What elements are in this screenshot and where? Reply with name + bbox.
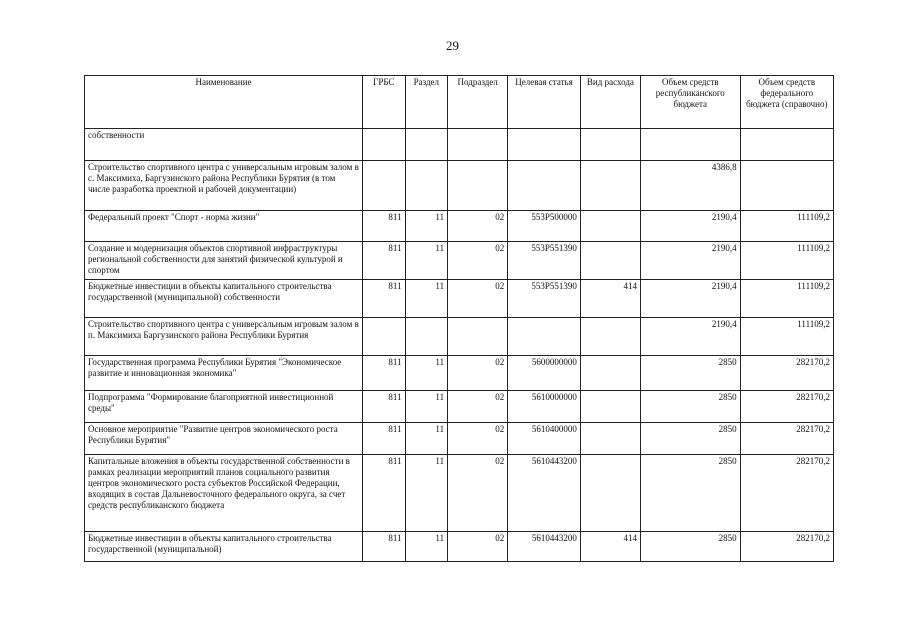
cell-name: собственности (85, 129, 363, 161)
header-target-article: Целевая статья (508, 76, 581, 129)
cell-expense-type (580, 129, 640, 161)
cell-grbs (363, 129, 406, 161)
cell-expense-type (580, 242, 640, 280)
table-header-row (85, 76, 834, 129)
table-row (85, 129, 834, 161)
cell-grbs (363, 161, 406, 211)
cell-federal-budget: 111109,2 (740, 318, 833, 356)
cell-grbs: 811 (363, 211, 406, 242)
cell-expense-type (580, 318, 640, 356)
cell-name: Подпрограмма "Формирование благоприятной инвестиционной среды" (85, 391, 363, 423)
cell-target-article: 5610000000 (508, 391, 581, 423)
page-number: 29 (446, 38, 459, 53)
cell-federal-budget: 282170,2 (740, 455, 833, 532)
cell-subsection: 02 (448, 455, 508, 532)
cell-subsection: 02 (448, 356, 508, 391)
cell-grbs (363, 318, 406, 356)
cell-name: Государственная программа Республики Бурятия "Экономическое развитие и инновационная экономика" (85, 356, 363, 391)
cell-section: 11 (405, 356, 448, 391)
cell-name: Строительство спортивного центра с универсальным игровым залом в п. Максимиха Баргузинского района Республики Бурятия (85, 318, 363, 356)
cell-expense-type (580, 423, 640, 455)
header-expense-type: Вид расхода (580, 76, 640, 129)
cell-republic-budget: 2850 (641, 391, 741, 423)
cell-federal-budget (740, 129, 833, 161)
cell-section: 11 (405, 532, 448, 562)
budget-table (84, 75, 834, 562)
cell-republic-budget: 2190,4 (641, 280, 741, 318)
cell-expense-type (580, 455, 640, 532)
cell-federal-budget (740, 161, 833, 211)
header-section: Раздел (405, 76, 448, 129)
header-federal-budget: Объем средств федерального бюджета (справочно) (740, 76, 833, 129)
cell-target-article: 553P551390 (508, 242, 581, 280)
cell-target-article: 5610400000 (508, 423, 581, 455)
cell-republic-budget (641, 129, 741, 161)
cell-section (405, 161, 448, 211)
cell-section: 11 (405, 391, 448, 423)
cell-expense-type (580, 356, 640, 391)
cell-subsection: 02 (448, 423, 508, 455)
cell-subsection (448, 129, 508, 161)
cell-republic-budget: 2190,4 (641, 318, 741, 356)
table-row (85, 161, 834, 211)
cell-republic-budget: 4386,8 (641, 161, 741, 211)
cell-grbs: 811 (363, 391, 406, 423)
table-row (85, 280, 834, 318)
cell-subsection: 02 (448, 211, 508, 242)
cell-subsection: 02 (448, 280, 508, 318)
cell-name: Бюджетные инвестиции в объекты капитального строительства государственной (муниципальной) (85, 532, 363, 562)
cell-expense-type: 414 (580, 532, 640, 562)
table-row (85, 242, 834, 280)
cell-target-article: 553P500000 (508, 211, 581, 242)
cell-grbs: 811 (363, 423, 406, 455)
cell-federal-budget: 111109,2 (740, 280, 833, 318)
cell-republic-budget: 2850 (641, 423, 741, 455)
cell-federal-budget: 282170,2 (740, 356, 833, 391)
cell-grbs: 811 (363, 356, 406, 391)
cell-target-article: 5600000000 (508, 356, 581, 391)
cell-federal-budget: 282170,2 (740, 391, 833, 423)
cell-name: Основное мероприятие "Развитие центров экономического роста Республики Бурятия" (85, 423, 363, 455)
cell-section (405, 129, 448, 161)
cell-republic-budget: 2190,4 (641, 242, 741, 280)
cell-federal-budget: 282170,2 (740, 423, 833, 455)
cell-name: Бюджетные инвестиции в объекты капитального строительства государственной (муниципальной) собственности (85, 280, 363, 318)
cell-section: 11 (405, 211, 448, 242)
cell-name: Создание и модернизация объектов спортивной инфраструктуры региональной собственности для занятий физической культурой и спортом (85, 242, 363, 280)
table-row (85, 423, 834, 455)
table-row (85, 455, 834, 532)
header-subsection: Подраздел (448, 76, 508, 129)
cell-republic-budget: 2850 (641, 532, 741, 562)
table-row (85, 532, 834, 562)
table-row (85, 318, 834, 356)
cell-section: 11 (405, 242, 448, 280)
header-republic-budget: Объем средств республиканского бюджета (641, 76, 741, 129)
cell-name: Строительство спортивного центра с универсальным игровым залом в с. Максимиха, Баргузинского района Республики Бурятия (в том числе разработка проектной и рабочей документации) (85, 161, 363, 211)
cell-subsection: 02 (448, 532, 508, 562)
cell-section (405, 318, 448, 356)
cell-target-article: 553P551390 (508, 280, 581, 318)
cell-section: 11 (405, 423, 448, 455)
cell-subsection: 02 (448, 242, 508, 280)
cell-expense-type (580, 391, 640, 423)
cell-target-article (508, 318, 581, 356)
cell-subsection (448, 161, 508, 211)
cell-subsection (448, 318, 508, 356)
cell-expense-type (580, 161, 640, 211)
table-row (85, 356, 834, 391)
cell-republic-budget: 2850 (641, 356, 741, 391)
cell-target-article (508, 161, 581, 211)
cell-section: 11 (405, 455, 448, 532)
cell-federal-budget: 282170,2 (740, 532, 833, 562)
cell-republic-budget: 2850 (641, 455, 741, 532)
cell-expense-type (580, 211, 640, 242)
table-row (85, 391, 834, 423)
cell-name: Федеральный проект "Спорт - норма жизни" (85, 211, 363, 242)
header-grbs: ГРБС (363, 76, 406, 129)
cell-name: Капитальные вложения в объекты государственной собственности в рамках реализации мероприятий планов социального развития центров экономического роста субъектов Российской Федерации, входящих в состав Дальневосточного федерального округа, за счет средств республиканского бюджета (85, 455, 363, 532)
cell-grbs: 811 (363, 532, 406, 562)
header-name: Наименование (85, 76, 363, 129)
cell-expense-type: 414 (580, 280, 640, 318)
cell-target-article (508, 129, 581, 161)
cell-republic-budget: 2190,4 (641, 211, 741, 242)
cell-federal-budget: 111109,2 (740, 242, 833, 280)
cell-target-article: 5610443200 (508, 455, 581, 532)
cell-grbs: 811 (363, 280, 406, 318)
cell-grbs: 811 (363, 242, 406, 280)
cell-target-article: 5610443200 (508, 532, 581, 562)
cell-federal-budget: 111109,2 (740, 211, 833, 242)
cell-subsection: 02 (448, 391, 508, 423)
table-row (85, 211, 834, 242)
cell-grbs: 811 (363, 455, 406, 532)
cell-section: 11 (405, 280, 448, 318)
